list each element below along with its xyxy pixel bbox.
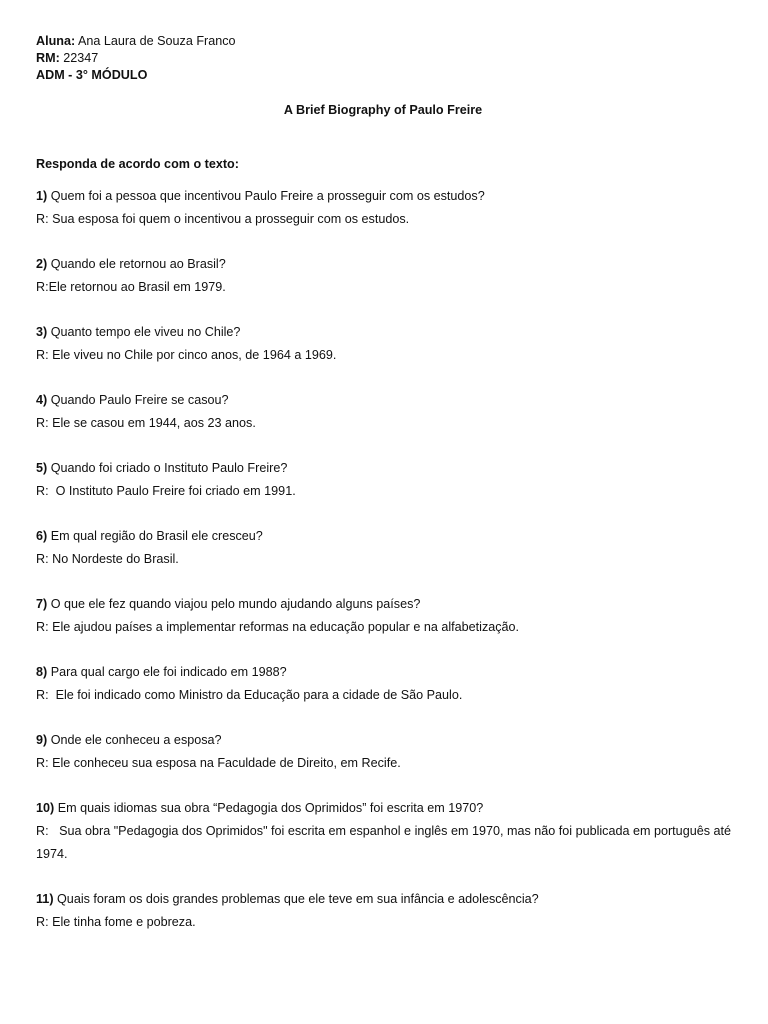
question-number: 4) — [36, 393, 48, 407]
answer-text: R: No Nordeste do Brasil. — [36, 552, 179, 566]
question-block — [36, 185, 736, 231]
question-body: Quais foram os dois grandes problemas que ele teve em sua infância e adolescência? — [57, 892, 539, 906]
question-text — [36, 888, 736, 911]
question-body: Quem foi a pessoa que incentivou Paulo Freire a prosseguir com os estudos? — [50, 189, 485, 203]
question-text — [36, 389, 736, 412]
student-label: Aluna: — [36, 34, 76, 48]
question-body: Onde ele conheceu a esposa? — [50, 733, 222, 747]
answer-text: R: Ele viveu no Chile por cinco anos, de 1964 a 1969. — [36, 348, 337, 362]
question-list — [36, 185, 736, 934]
rm-line — [36, 50, 736, 67]
question-number: 9) — [36, 733, 48, 747]
document-title: A Brief Biography of Paulo Freire — [283, 103, 483, 117]
question-block — [36, 457, 736, 503]
question-block — [36, 593, 736, 639]
question-block — [36, 253, 736, 299]
question-number: 3) — [36, 325, 48, 339]
question-body: Quando ele retornou ao Brasil? — [50, 257, 226, 271]
answer-text: R: O Instituto Paulo Freire foi criado em 1991. — [36, 484, 296, 498]
answer-text: R: Ele ajudou países a implementar reformas na educação popular e na alfabetização. — [36, 620, 520, 634]
document-page — [36, 33, 736, 956]
answer-text: R: Ele se casou em 1944, aos 23 anos. — [36, 416, 256, 430]
course-label: ADM - 3° MÓDULO — [36, 68, 148, 82]
question-text — [36, 661, 736, 684]
question-text — [36, 797, 736, 820]
question-body: Para qual cargo ele foi indicado em 1988? — [50, 665, 287, 679]
rm-value: 22347 — [63, 51, 99, 65]
question-number: 6) — [36, 529, 48, 543]
question-block — [36, 525, 736, 571]
question-text — [36, 593, 736, 616]
question-body: Quanto tempo ele viveu no Chile? — [50, 325, 241, 339]
question-body: Em qual região do Brasil ele cresceu? — [50, 529, 263, 543]
question-text — [36, 729, 736, 752]
question-block — [36, 389, 736, 435]
answer-text: R:Ele retornou ao Brasil em 1979. — [36, 280, 226, 294]
question-block — [36, 321, 736, 367]
answer-text: R: Sua esposa foi quem o incentivou a prosseguir com os estudos. — [36, 212, 410, 226]
answer-text: R: Ele foi indicado como Ministro da Educação para a cidade de São Paulo. — [36, 688, 463, 702]
question-body: Quando Paulo Freire se casou? — [50, 393, 229, 407]
answer-text: R: Ele tinha fome e pobreza. — [36, 915, 196, 929]
question-body: O que ele fez quando viajou pelo mundo ajudando alguns países? — [50, 597, 421, 611]
question-number: 1) — [36, 189, 48, 203]
question-number: 2) — [36, 257, 48, 271]
answer-text: R: Ele conheceu sua esposa na Faculdade de Direito, em Recife. — [36, 756, 401, 770]
question-number: 8) — [36, 665, 48, 679]
question-text — [36, 457, 736, 480]
question-block — [36, 797, 736, 866]
question-text — [36, 253, 736, 276]
student-line — [36, 33, 736, 50]
instructions: Responda de acordo com o texto: — [36, 157, 239, 171]
question-block — [36, 661, 736, 707]
question-body: Quando foi criado o Instituto Paulo Freire? — [50, 461, 288, 475]
question-number: 10) — [36, 801, 55, 815]
question-number: 5) — [36, 461, 48, 475]
course-line — [36, 67, 736, 84]
question-block — [36, 729, 736, 775]
student-name: Ana Laura de Souza Franco — [78, 34, 236, 48]
question-text — [36, 185, 736, 208]
question-text — [36, 525, 736, 548]
question-body: Em quais idiomas sua obra “Pedagogia dos Oprimidos” foi escrita em 1970? — [57, 801, 484, 815]
answer-text: R: Sua obra "Pedagogia dos Oprimidos" foi escrita em espanhol e inglês em 1970, mas não foi publicada em português até 1974. — [36, 824, 735, 861]
question-text — [36, 321, 736, 344]
question-number: 7) — [36, 597, 48, 611]
rm-label: RM: — [36, 51, 60, 65]
question-number: 11) — [36, 892, 54, 906]
question-block — [36, 888, 736, 934]
